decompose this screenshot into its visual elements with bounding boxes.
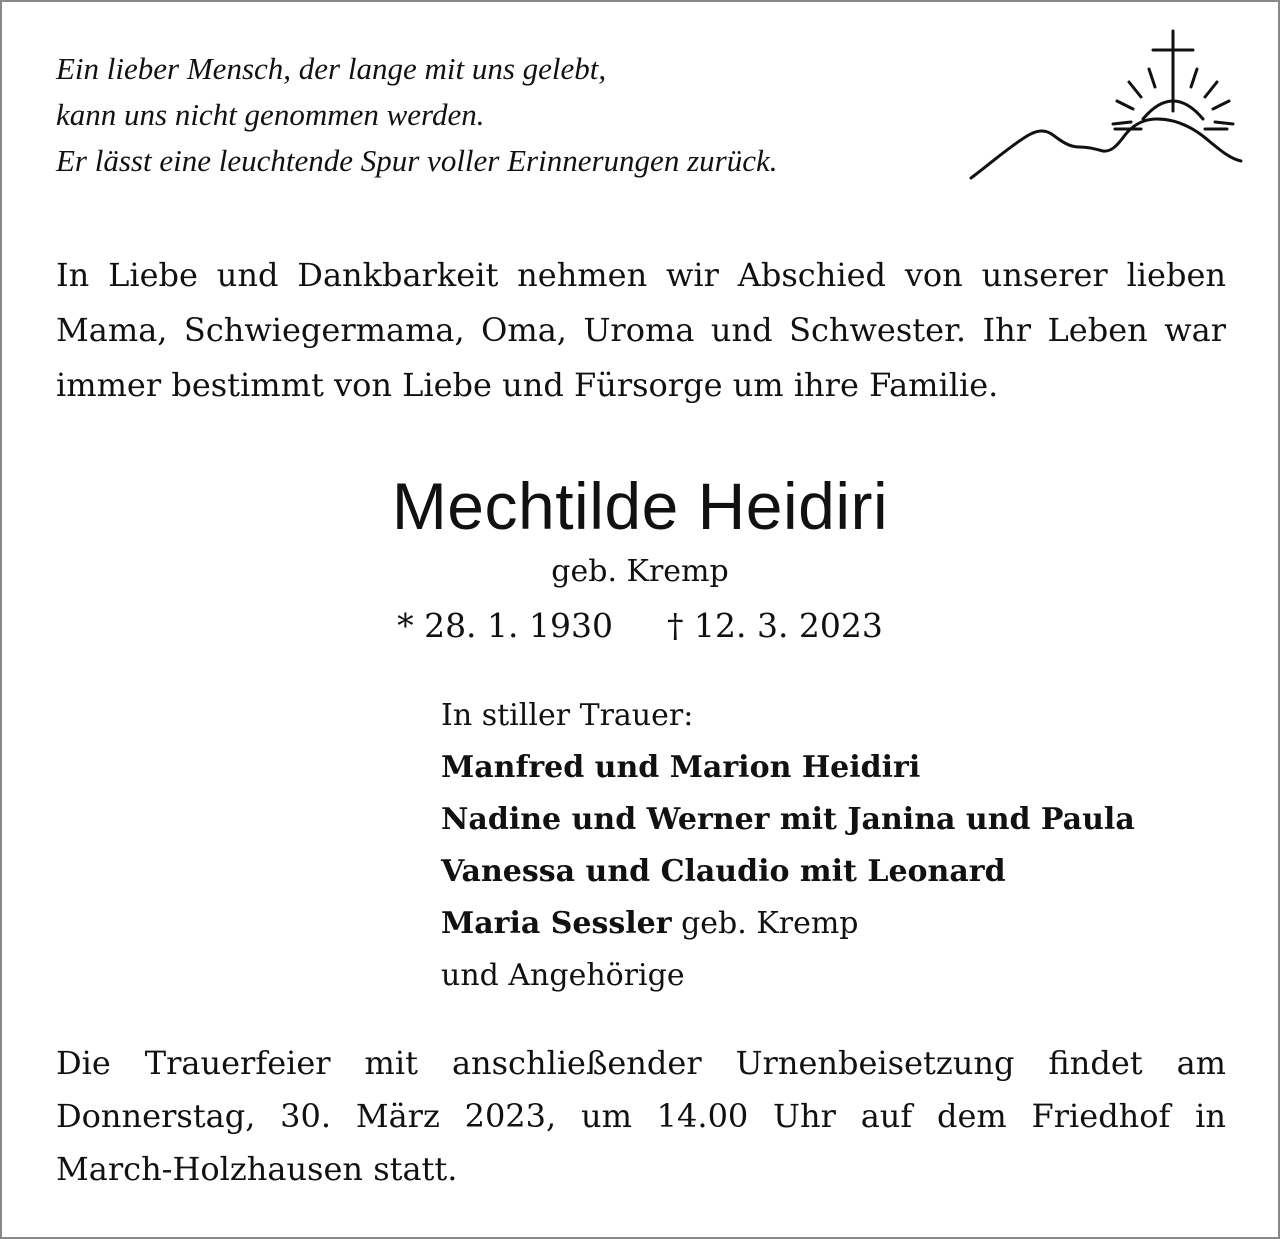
cross-sunrise-mountains-icon	[965, 25, 1250, 190]
mourners-list	[441, 690, 1241, 1002]
funeral-details	[56, 1037, 1226, 1196]
intro-paragraph	[56, 248, 1226, 413]
life-dates	[0, 603, 1280, 649]
quote-line: Ein lieber Mensch, der lange mit uns gelebt,	[56, 51, 607, 86]
birth-date: * 28. 1. 1930	[397, 606, 613, 645]
intro-line: immer bestimmt von Liebe und Fürsorge um ihre Familie.	[56, 366, 999, 404]
mourner-line: und Angehörige	[441, 958, 685, 993]
deceased-name: Mechtilde Heidiri	[391, 469, 889, 543]
funeral-line: Donnerstag, 30. März 2023, um 14.00 Uhr auf dem Friedhof in	[56, 1097, 1226, 1135]
quote-line: Er lässt eine leuchtende Spur voller Erinnerungen zurück.	[56, 143, 778, 178]
mourner-line: Manfred und Marion Heidiri	[441, 750, 921, 785]
mourner-line	[441, 898, 1241, 950]
death-date: † 12. 3. 2023	[667, 606, 883, 645]
funeral-line: Die Trauerfeier mit anschließender Urnenbeisetzung findet am	[56, 1044, 1226, 1082]
mourner-line: Nadine und Werner mit Janina und Paula	[441, 802, 1135, 837]
mourner-line: Vanessa und Claudio mit Leonard	[441, 854, 1006, 889]
quote-line: kann uns nicht genommen werden.	[56, 97, 485, 132]
memorial-quote	[56, 46, 936, 184]
mourner-birth-name: geb. Kremp	[671, 906, 859, 941]
intro-line: Mama, Schwiegermama, Oma, Uroma und Schwester. Ihr Leben war	[56, 311, 1226, 349]
funeral-line: March-Holzhausen statt.	[56, 1150, 458, 1188]
mourner-name: Maria Sessler	[441, 906, 672, 941]
mourners-heading: In stiller Trauer:	[441, 698, 694, 733]
intro-line: In Liebe und Dankbarkeit nehmen wir Abschied von unserer lieben	[56, 256, 1226, 294]
birth-name: geb. Kremp	[551, 554, 729, 589]
